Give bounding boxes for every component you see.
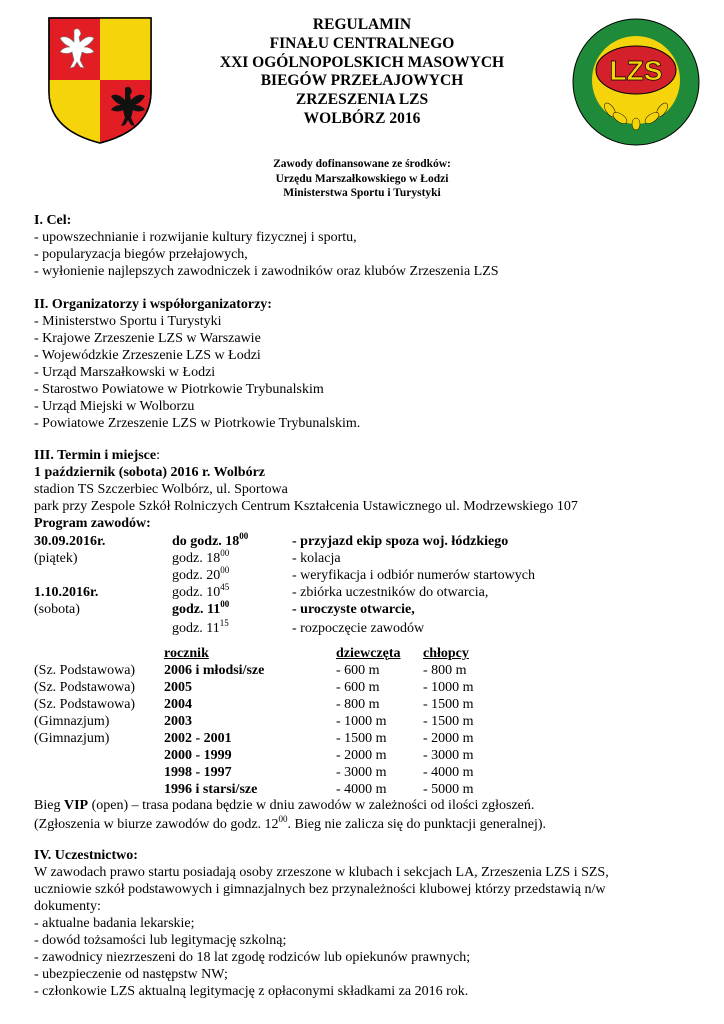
section-heading-termin-text: III. Termin i miejsce — [34, 448, 157, 463]
title-line: REGULAMIN — [312, 16, 412, 33]
vip-post: (open) – trasa podana będzie w dniu zawodów w zależności od ilości zgłoszeń. — [88, 798, 535, 813]
section-heading-cel: I. Cel: — [34, 213, 72, 228]
funding-line: Ministerstwa Sportu i Turystyki — [283, 187, 441, 199]
table-header-dziewczeta: dziewczęta — [336, 646, 401, 661]
table-cell-girls: - 800 m — [336, 697, 380, 712]
table-cell-boys: - 5000 m — [423, 782, 474, 797]
title-line: XXI OGÓLNOPOLSKICH MASOWYCH — [219, 53, 505, 71]
table-cell-boys: - 1500 m — [423, 714, 474, 729]
schedule-time-sup: 00 — [220, 599, 230, 609]
schedule-time — [172, 533, 248, 550]
list-item: - Urząd Marszałkowski w Łodzi — [34, 365, 216, 380]
table-cell-boys: - 800 m — [423, 663, 467, 678]
title-line: WOLBÓRZ 2016 — [303, 109, 421, 127]
schedule-time-text: godz. 11 — [172, 602, 221, 617]
table-cell-boys: - 3000 m — [423, 748, 474, 763]
section-heading-termin — [34, 447, 160, 464]
vip-bold: VIP — [63, 798, 89, 813]
paragraph-line: W zawodach prawo startu posiadają osoby zrzeszone w klubach i sekcjach LA, Zrzeszenia LZS i SZS, — [34, 865, 609, 880]
event-place: park przy Zespole Szkół Rolniczych Centrum Kształcenia Ustawicznego ul. Modrzewskiego 107 — [34, 499, 578, 514]
list-item: - Ministerstwo Sportu i Turystyki — [34, 314, 222, 329]
document-title — [150, 16, 574, 129]
table-header-rocznik: rocznik — [164, 646, 209, 661]
list-item: - wyłonienie najlepszych zawodniczek i zawodników oraz klubów Zrzeszenia LZS — [34, 264, 499, 279]
list-item: - członkowie LZS aktualną legitymację z opłaconymi składkami za 2016 rok. — [34, 984, 469, 999]
funding-note — [150, 157, 574, 201]
funding-line: Zawody dofinansowane ze środków: — [273, 158, 451, 170]
table-cell-year: 2003 — [164, 714, 192, 729]
schedule-desc: - przyjazd ekip spoza woj. łódzkiego — [292, 534, 509, 549]
table-cell-school: (Gimnazjum) — [34, 731, 110, 746]
table-cell-girls: - 4000 m — [336, 782, 387, 797]
schedule-desc: - uroczyste otwarcie, — [292, 602, 415, 617]
note-post: . Bieg nie zalicza się do punktacji generalnej). — [287, 817, 547, 832]
section-heading-termin-colon: : — [156, 448, 160, 463]
table-cell-year: 1996 i starsi/sze — [164, 782, 258, 797]
program-label: Program zawodów: — [34, 516, 151, 531]
table-cell-boys: - 2000 m — [423, 731, 474, 746]
paragraph-line: dokumenty: — [34, 899, 101, 914]
section-heading-uczestnictwo: IV. Uczestnictwo: — [34, 848, 138, 863]
list-item: - Urząd Miejski w Wolborzu — [34, 399, 195, 414]
table-cell-year: 1998 - 1997 — [164, 765, 232, 780]
list-item: - ubezpieczenie od następstw NW; — [34, 967, 228, 982]
list-item: - Wojewódzkie Zrzeszenie LZS w Łodzi — [34, 348, 261, 363]
list-item: - aktualne badania lekarskie; — [34, 916, 195, 931]
section-heading-organizatorzy: II. Organizatorzy i współorganizatorzy: — [34, 297, 272, 312]
title-line: BIEGÓW PRZEŁAJOWYCH — [260, 72, 464, 90]
table-cell-boys: - 4000 m — [423, 765, 474, 780]
vip-note — [34, 797, 534, 814]
table-cell-year: 2006 i młodsi/sze — [164, 663, 265, 678]
registration-note — [34, 816, 546, 833]
schedule-desc: - zbiórka uczestników do otwarcia, — [292, 585, 489, 600]
schedule-day: (sobota) — [34, 602, 80, 617]
list-item: - dowód tożsamości lub legitymację szkolną; — [34, 933, 287, 948]
paragraph-line: uczniowie szkół podstawowych i gimnazjalnych bez przynależności klubowej którzy przedstawią n/w — [34, 882, 606, 897]
vip-pre: Bieg — [34, 798, 64, 813]
lzs-logo — [570, 16, 702, 148]
schedule-time-sup: 45 — [220, 582, 230, 592]
table-cell-school: (Sz. Podstawowa) — [34, 697, 136, 712]
schedule-time-text: godz. 10 — [172, 585, 221, 600]
schedule-time — [172, 601, 229, 618]
schedule-desc: - rozpoczęcie zawodów — [292, 621, 425, 636]
table-cell-school: (Gimnazjum) — [34, 714, 110, 729]
table-cell-school: (Sz. Podstawowa) — [34, 680, 136, 695]
table-cell-girls: - 1000 m — [336, 714, 387, 729]
note-sup: 00 — [278, 814, 288, 824]
list-item: - zawodnicy niezrzeszeni do 18 lat zgodę rodziców lub opiekunów prawnych; — [34, 950, 471, 965]
schedule-time-sup: 15 — [219, 618, 229, 628]
list-item: - Powiatowe Zrzeszenie LZS w Piotrkowie Trybunalskim. — [34, 416, 361, 431]
schedule-day: 30.09.2016r. — [34, 534, 106, 549]
list-item: - Starostwo Powiatowe w Piotrkowie Trybunalskim — [34, 382, 324, 397]
schedule-day: 1.10.2016r. — [34, 585, 99, 600]
event-place: stadion TS Szczerbiec Wolbórz, ul. Sportowa — [34, 482, 288, 497]
schedule-desc: - weryfikacja i odbiór numerów startowych — [292, 568, 535, 583]
table-cell-boys: - 1000 m — [423, 680, 474, 695]
table-cell-girls: - 3000 m — [336, 765, 387, 780]
schedule-time-sup: 00 — [220, 548, 230, 558]
table-cell-girls: - 600 m — [336, 663, 380, 678]
schedule-time — [172, 620, 229, 637]
list-item: - popularyzacja biegów przełajowych, — [34, 247, 248, 262]
schedule-time-text: do godz. 18 — [172, 534, 240, 549]
funding-line: Urzędu Marszałkowskiego w Łodzi — [275, 172, 449, 185]
schedule-desc: - kolacja — [292, 551, 341, 566]
schedule-time-sup: 00 — [239, 531, 249, 541]
schedule-time-sup: 00 — [220, 565, 230, 575]
table-cell-girls: - 1500 m — [336, 731, 387, 746]
table-cell-girls: - 2000 m — [336, 748, 387, 763]
schedule-time-text: godz. 18 — [172, 551, 221, 566]
table-cell-school: (Sz. Podstawowa) — [34, 663, 136, 678]
table-cell-year: 2000 - 1999 — [164, 748, 232, 763]
event-date: 1 październik (sobota) 2016 r. Wolbórz — [34, 465, 266, 480]
list-item: - Krajowe Zrzeszenie LZS w Warszawie — [34, 331, 261, 346]
title-line: ZRZESZENIA LZS — [295, 91, 429, 109]
voivodeship-coat-of-arms — [43, 14, 157, 146]
table-header-chlopcy: chłopcy — [423, 646, 469, 661]
list-item: - upowszechnianie i rozwijanie kultury fizycznej i sportu, — [34, 230, 357, 245]
table-cell-boys: - 1500 m — [423, 697, 474, 712]
title-line: FINAŁU CENTRALNEGO — [269, 34, 455, 52]
schedule-time-text: godz. 11 — [172, 621, 220, 636]
table-cell-year: 2004 — [164, 697, 192, 712]
note-pre: (Zgłoszenia w biurze zawodów do godz. 12 — [34, 817, 279, 832]
table-cell-girls: - 600 m — [336, 680, 380, 695]
schedule-day: (piątek) — [34, 551, 78, 566]
table-cell-year: 2002 - 2001 — [164, 731, 232, 746]
lzs-logo-text: LZS — [609, 55, 663, 86]
table-cell-year: 2005 — [164, 680, 192, 695]
schedule-time-text: godz. 20 — [172, 568, 221, 583]
